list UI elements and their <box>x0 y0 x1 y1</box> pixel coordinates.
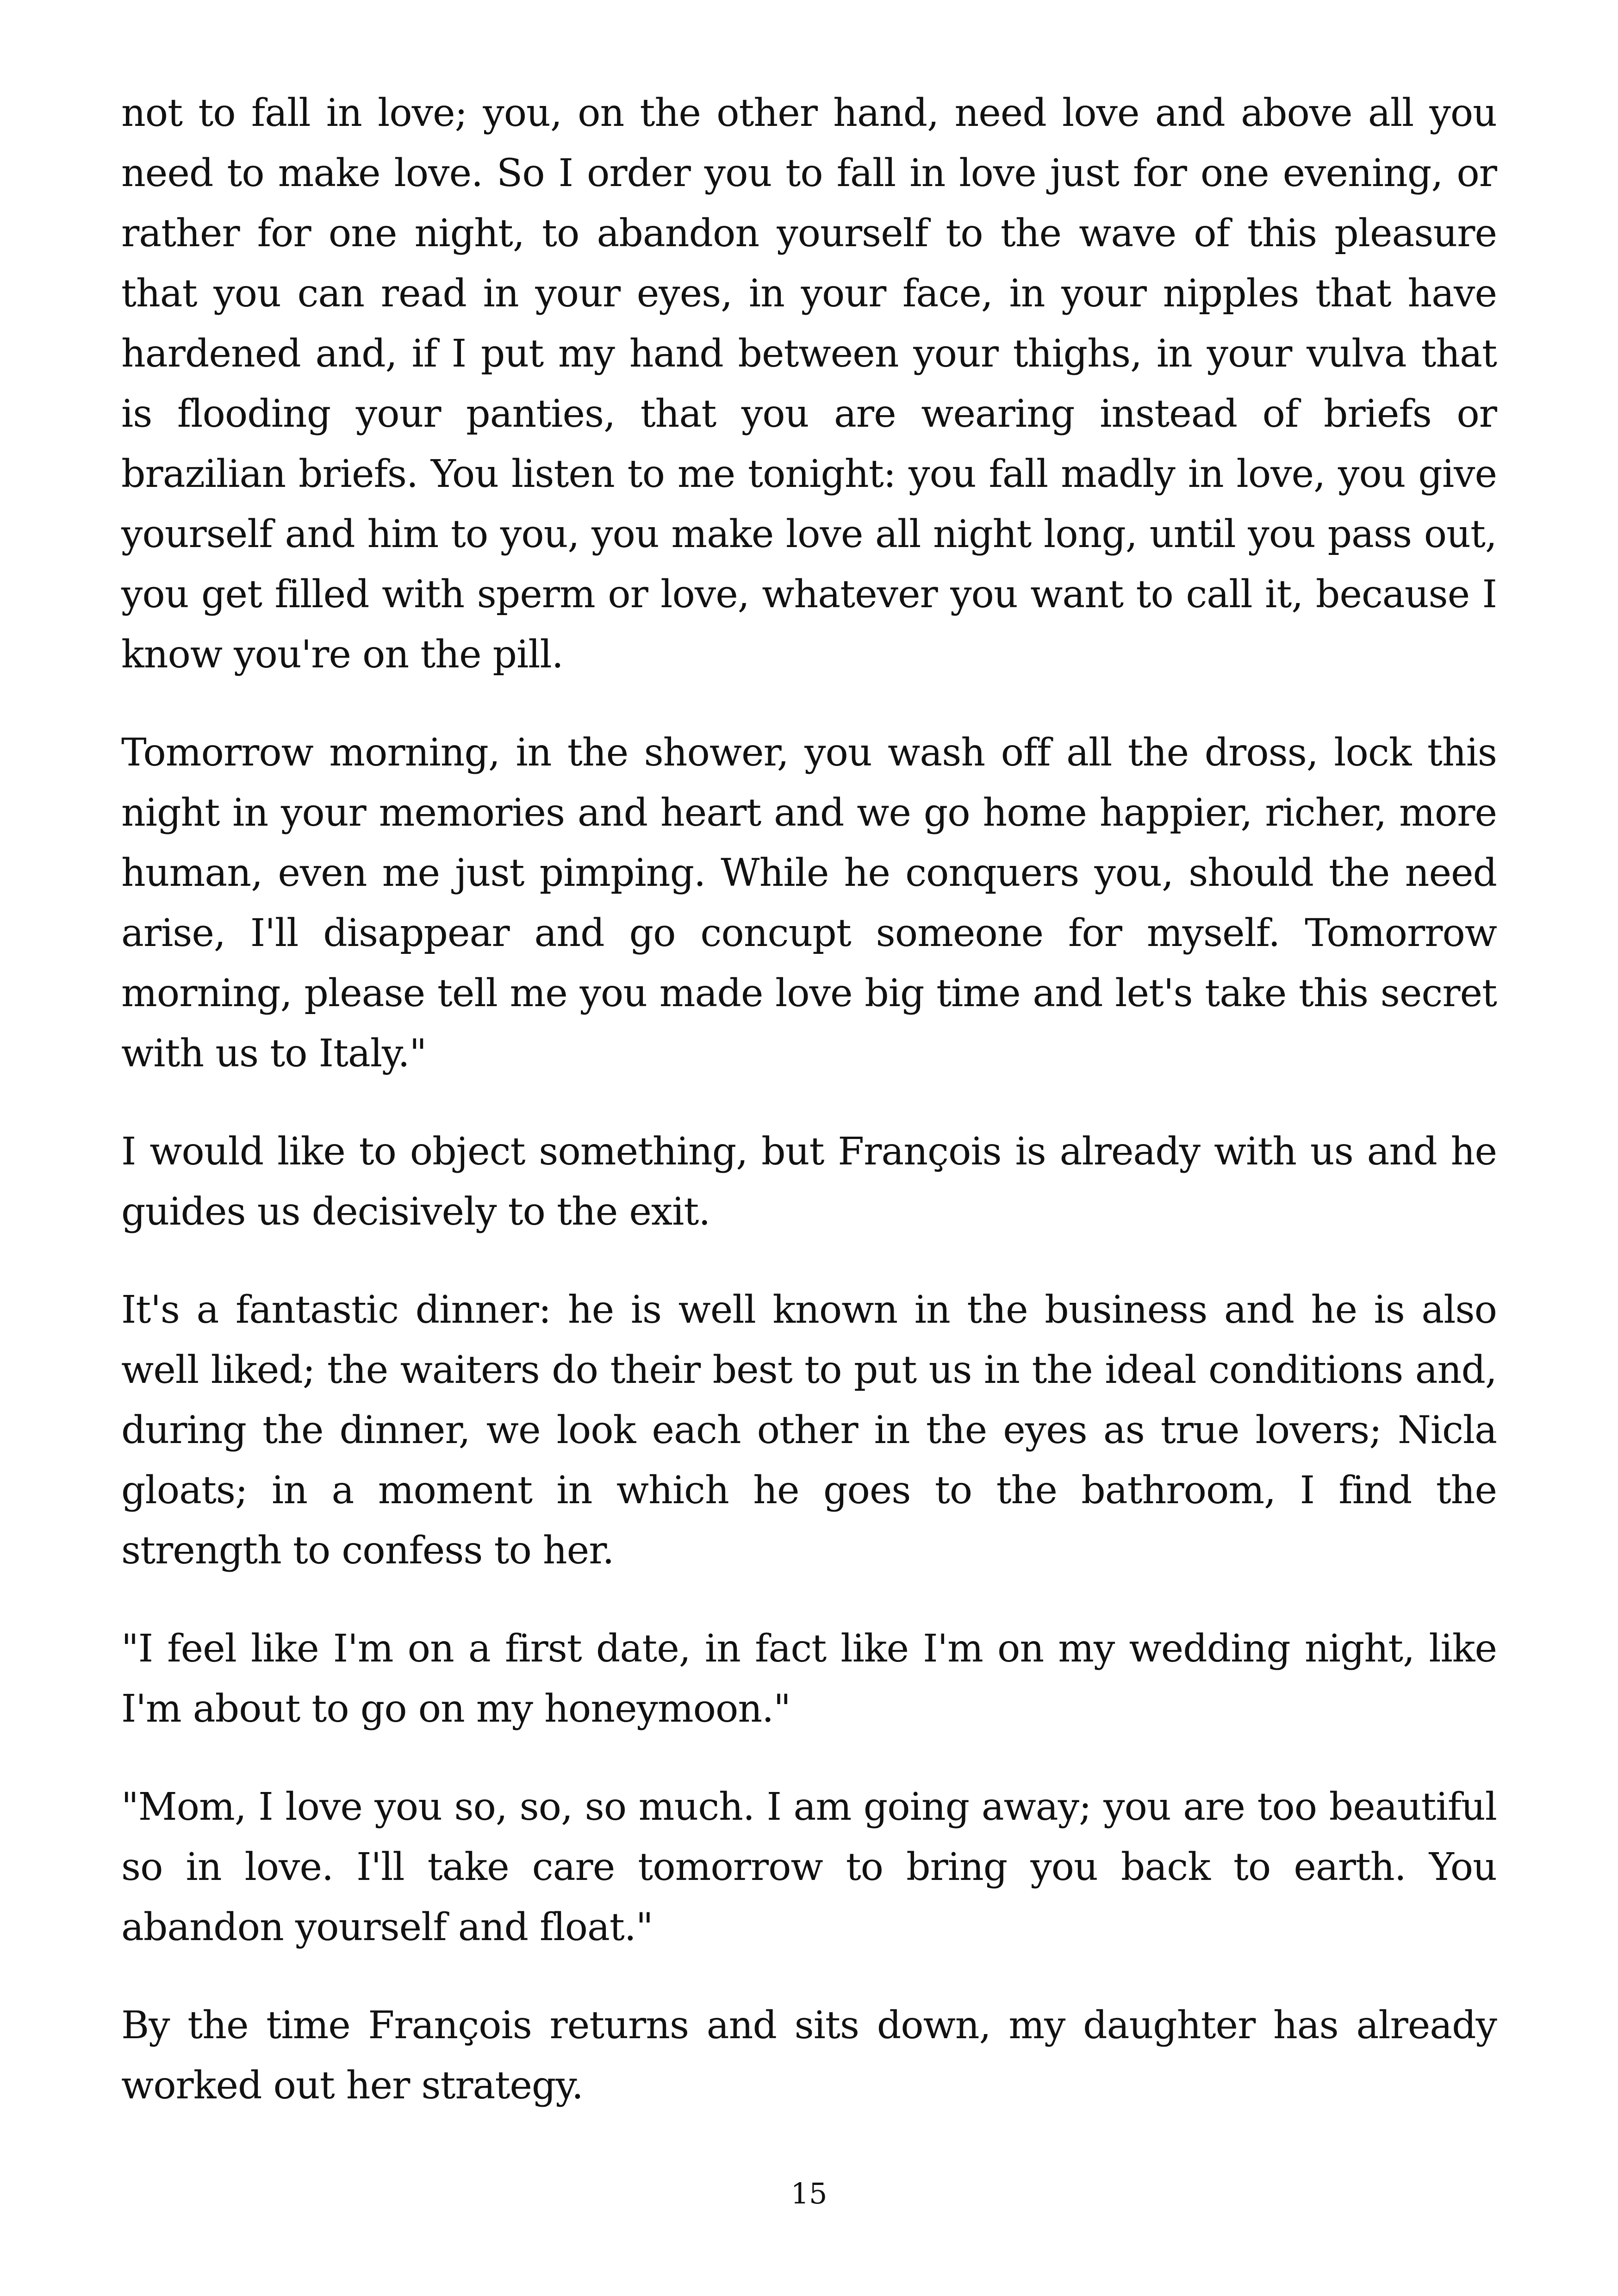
paragraph: "Mom, I love you so, so, so much. I am going away; you are too beautiful so in love. I'll take care tomorrow to bring you back to earth. You abandon yourself and float." <box>121 1785 1497 1949</box>
paragraph: Tomorrow morning, in the shower, you wash off all the dross, lock this night in your memories and heart and we go home happier, richer, more human, even me just pimping. While he conquers you, should the need arise, I'll disappear and go concupt someone for myself. Tomorrow morning, please tell me you made love big time and let's take this secret with us to Italy." <box>121 731 1497 1076</box>
paragraph: not to fall in love; you, on the other hand, need love and above all you need to make love. So I order you to fall in love just for one evening, or rather for one night, to abandon yourself to the wave of this pleasure that you can read in your eyes, in your face, in your nipples that have hardened and, if I put my hand between your thighs, in your vulva that is flooding your panties, that you are wearing instead of briefs or brazilian briefs. You listen to me tonight: you fall madly in love, you give yourself and him to you, you make love all night long, until you pass out, you get filled with sperm or love, whatever you want to call it, because I know you're on the pill. <box>121 91 1497 677</box>
paragraph: I would like to object something, but François is already with us and he guides us decisively to the exit. <box>121 1130 1497 1234</box>
paragraph: By the time François returns and sits down, my daughter has already worked out her strategy. <box>121 2004 1497 2108</box>
body-text <box>121 83 1497 2154</box>
paragraph: "I feel like I'm on a first date, in fact like I'm on my wedding night, like I'm about to go on my honeymoon." <box>121 1627 1497 1731</box>
paragraph: It's a fantastic dinner: he is well known in the business and he is also well liked; the waiters do their best to put us in the ideal conditions and, during the dinner, we look each other in the eyes as true lovers; Nicla gloats; in a moment in which he goes to the bathroom, I find the strength to confess to her. <box>121 1288 1497 1573</box>
page-number: 15 <box>790 2177 828 2210</box>
